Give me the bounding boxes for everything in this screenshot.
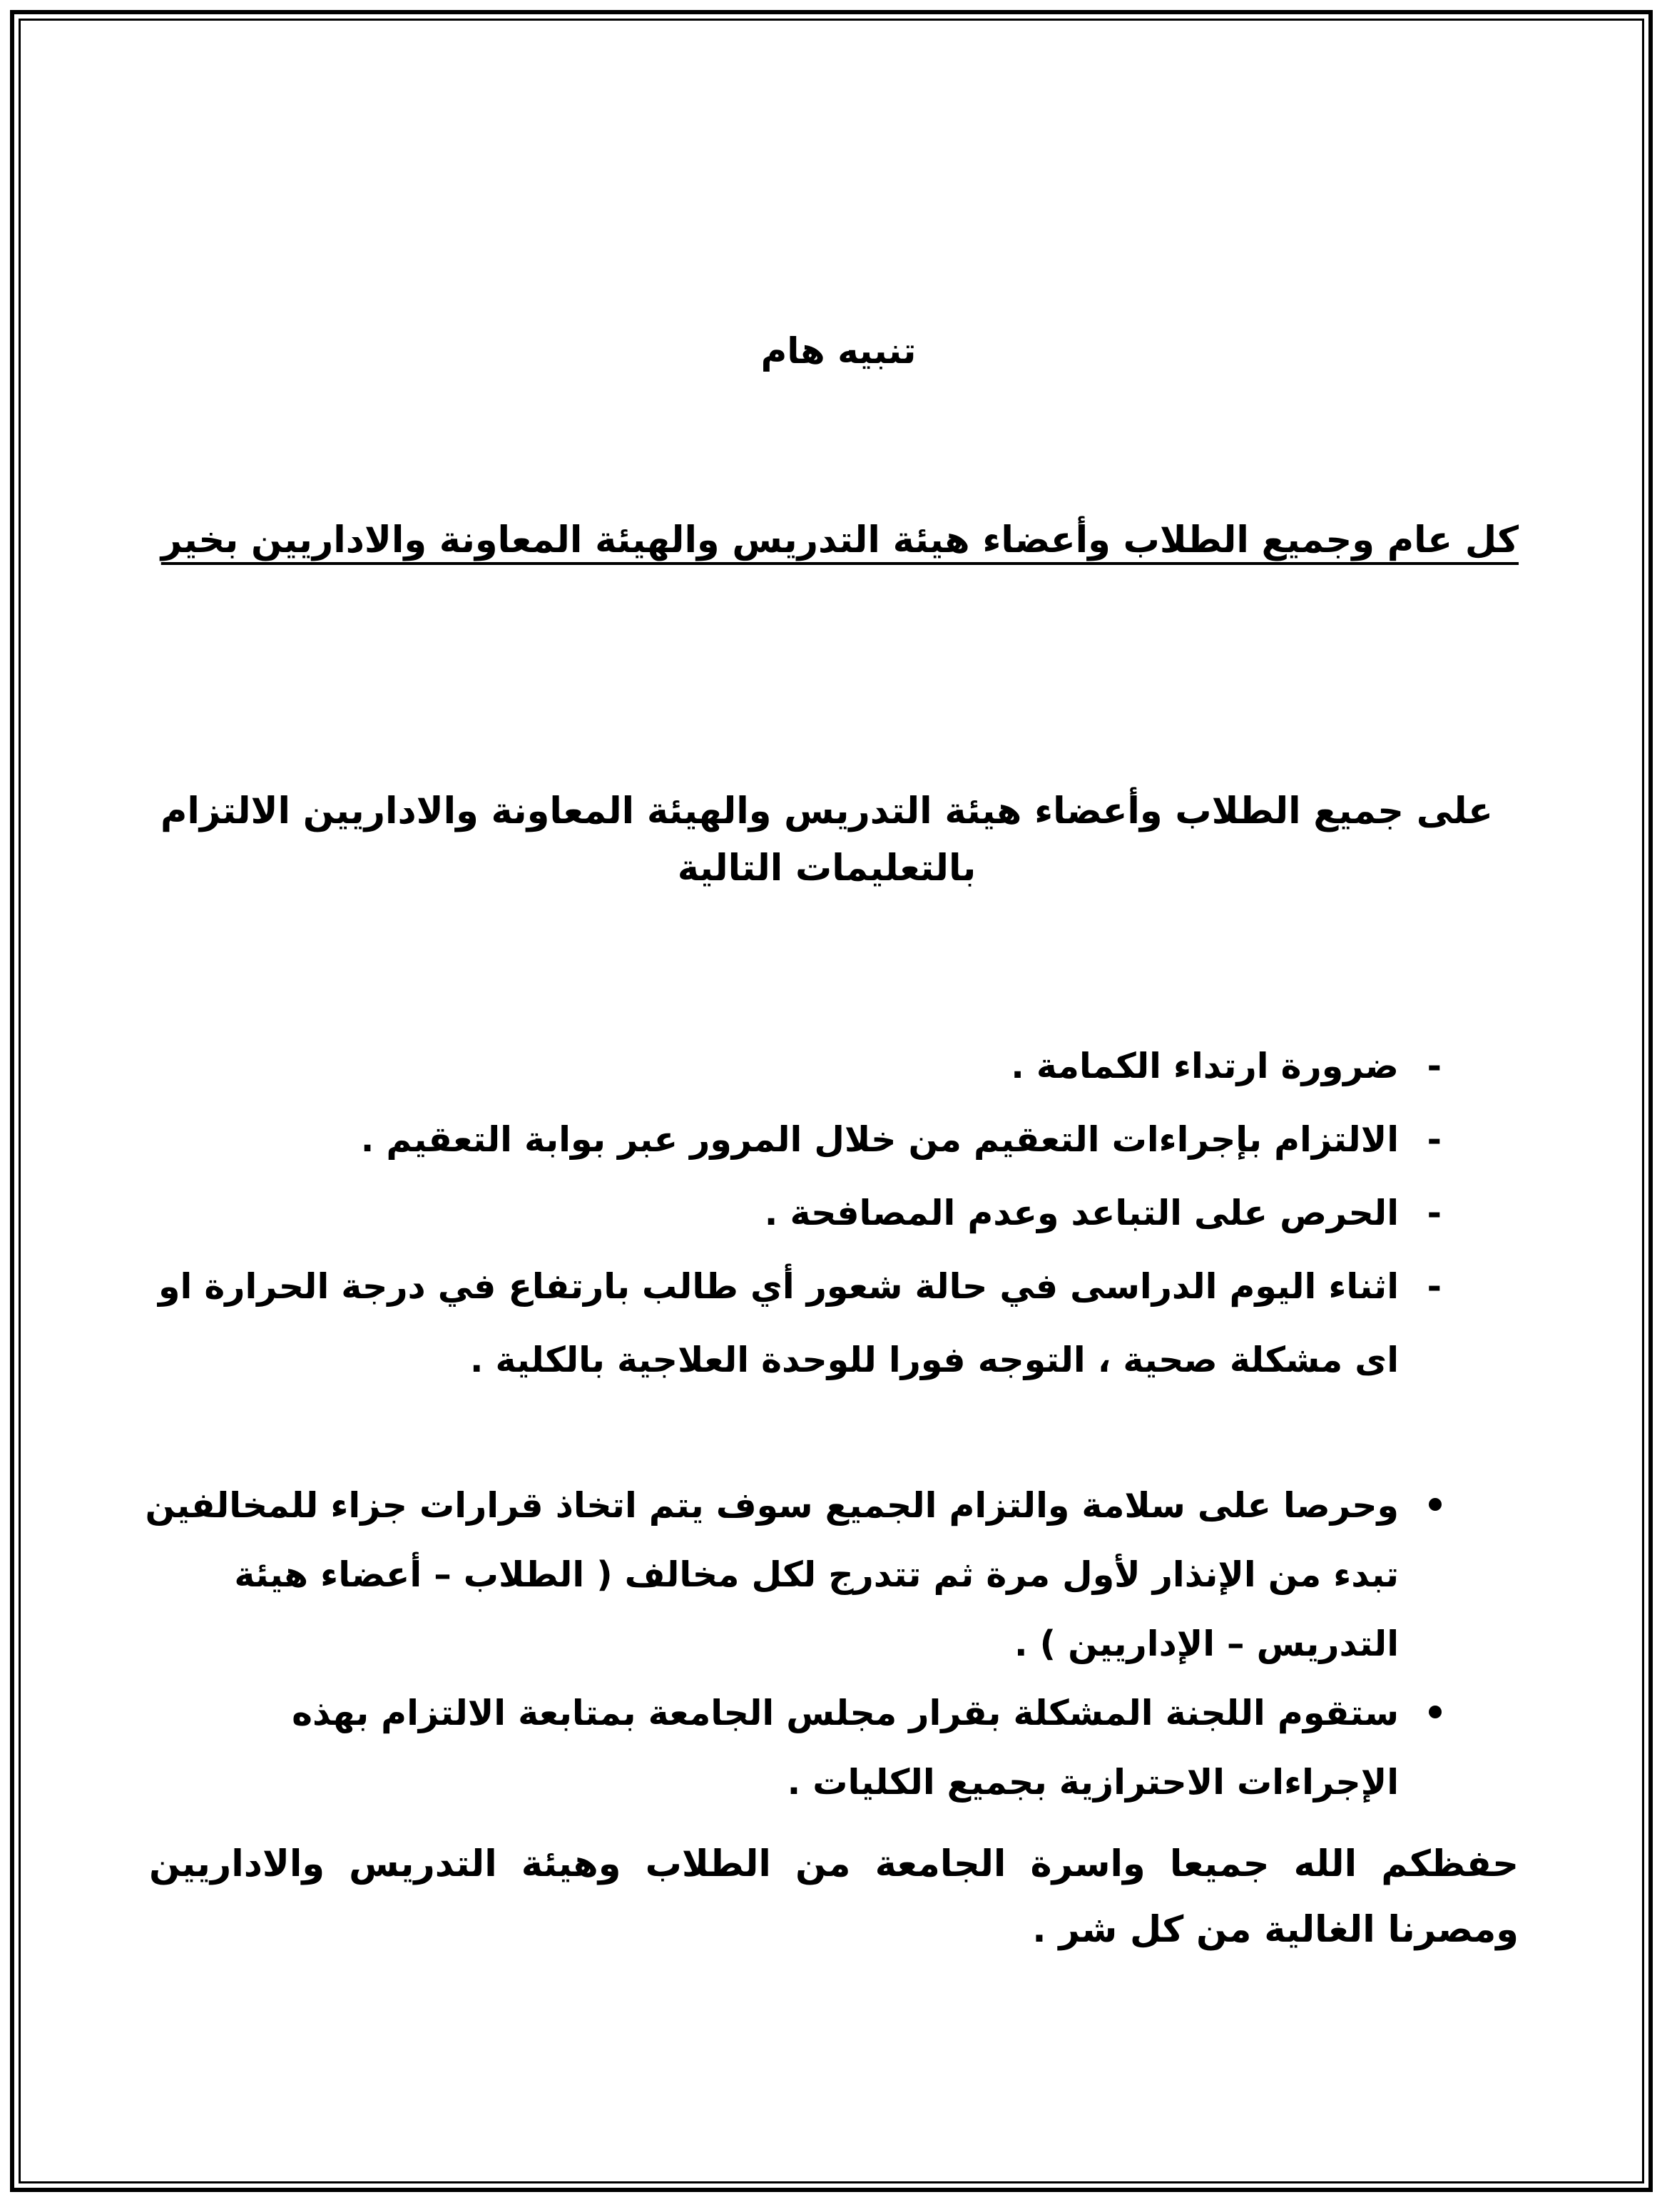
instruction-item: - اثناء اليوم الدراسى في حالة شعور أي طالب بارتفاع في درجة الحرارة او اى مشكلة صحية ، التوجه فورا للوحدة العلاجية بالكلية . — [122, 1250, 1442, 1397]
instruction-item: - ضرورة ارتداء الكمامة . — [122, 1029, 1442, 1103]
instruction-item: - الالتزام بإجراءات التعقيم من خلال المرور عبر بوابة التعقيم . — [122, 1103, 1442, 1176]
instruction-item: - الحرص على التباعد وعدم المصافحة . — [122, 1176, 1442, 1250]
notice-title: تنبيه هام — [760, 330, 917, 372]
measure-item: وحرصا على سلامة والتزام الجميع سوف يتم اتخاذ قرارات جزاء للمخالفين تبدء من الإنذار لأول مرة ثم تتدرج لكل مخالف ( الطلاب – أعضاء هيئة التدريس – الإداريين ) . — [122, 1471, 1442, 1678]
measures-list — [122, 1471, 1442, 1817]
closing-paragraph: حفظكم الله جميعا واسرة الجامعة من الطلاب وهيئة التدريس والاداريين ومصرنا الغالية من كل شر . — [149, 1843, 1519, 1951]
intro-paragraph: على جميع الطلاب وأعضاء هيئة التدريس والهيئة المعاونة والاداريين الالتزام بالتعليمات التالية — [160, 790, 1494, 890]
instruction-list — [122, 1029, 1442, 1397]
measure-item: ستقوم اللجنة المشكلة بقرار مجلس الجامعة بمتابعة الالتزام بهذه الإجراءات الاحترازية بجميع الكليات . — [122, 1678, 1442, 1817]
greeting-line: كل عام وجميع الطلاب وأعضاء هيئة التدريس والهيئة المعاونة والاداريين بخير — [160, 519, 1519, 561]
